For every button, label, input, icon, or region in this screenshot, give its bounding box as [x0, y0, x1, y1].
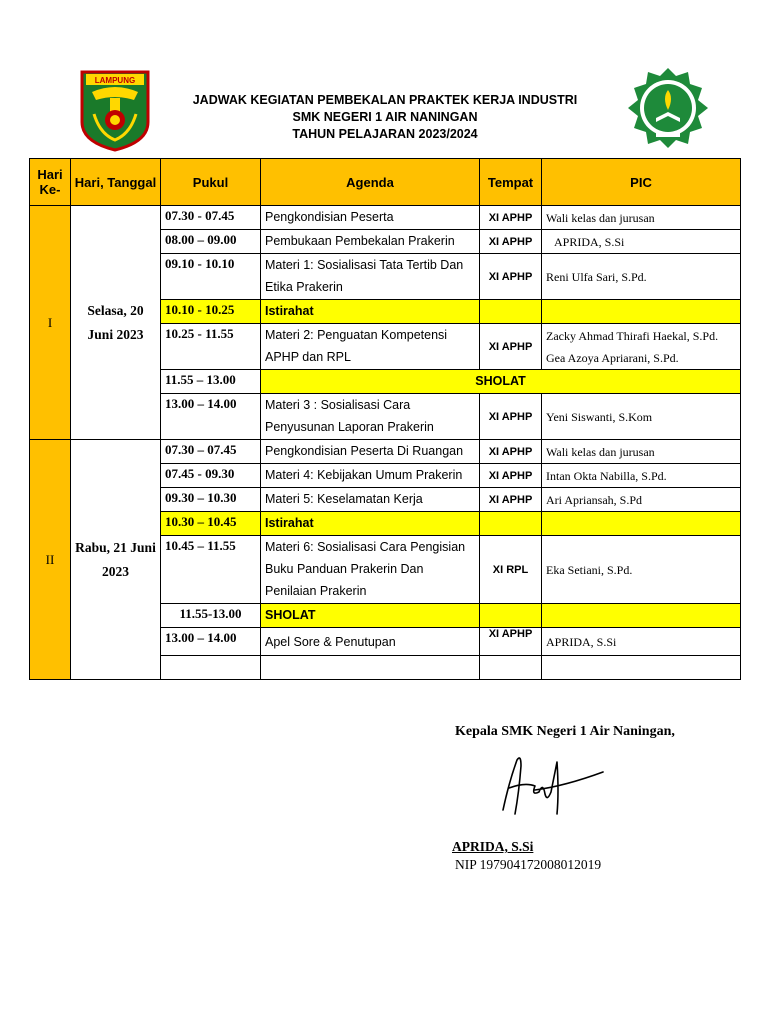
pic-cell: Yeni Siswanti, S.Kom	[542, 394, 741, 440]
day-number: II	[30, 440, 71, 680]
place-cell: XI APHP	[480, 230, 542, 254]
signer-nip: NIP 197904172008012019	[455, 857, 602, 872]
title-line-3: TAHUN PELAJARAN 2023/2024	[292, 127, 478, 141]
time-cell: 13.00 – 14.00	[161, 394, 261, 440]
time-cell: 09.30 – 10.30	[161, 488, 261, 512]
time-cell: 13.00 – 14.00	[161, 628, 261, 656]
agenda-cell: Materi 2: Penguatan Kompetensi APHP dan RPL	[261, 324, 480, 370]
day-date: Rabu, 21 Juni 2023	[71, 440, 161, 680]
time-cell: 09.10 - 10.10	[161, 254, 261, 300]
place-cell: XI APHP	[480, 488, 542, 512]
agenda-cell: Pembukaan Pembekalan Prakerin	[261, 230, 480, 254]
time-cell: 07.45 - 09.30	[161, 464, 261, 488]
col-header-time: Pukul	[161, 159, 261, 206]
place-cell: XI APHP	[480, 440, 542, 464]
time-cell	[161, 656, 261, 680]
time-cell: 11.55 – 13.00	[161, 370, 261, 394]
agenda-cell: Istirahat	[261, 512, 480, 536]
place-cell: XI APHP	[480, 464, 542, 488]
place-cell	[480, 300, 542, 324]
col-header-date: Hari, Tanggal	[71, 159, 161, 206]
pic-cell: APRIDA, S.Si	[542, 230, 741, 254]
time-cell: 10.10 - 10.25	[161, 300, 261, 324]
agenda-cell: Pengkondisian Peserta	[261, 206, 480, 230]
signer-title: Kepala SMK Negeri 1 Air Naningan,	[455, 724, 675, 739]
time-cell: 07.30 - 07.45	[161, 206, 261, 230]
title-line-2: SMK NEGERI 1 AIR NANINGAN	[292, 110, 478, 124]
handwritten-signature	[495, 752, 610, 822]
pic-cell: Reni Ulfa Sari, S.Pd.	[542, 254, 741, 300]
day-date: Selasa, 20 Juni 2023	[71, 206, 161, 440]
col-header-place: Tempat	[480, 159, 542, 206]
document-title	[150, 92, 620, 143]
pic-cell: Ari Apriansah, S.Pd	[542, 488, 741, 512]
agenda-cell: Istirahat	[261, 300, 480, 324]
place-cell: XI APHP	[480, 206, 542, 230]
place-cell	[480, 512, 542, 536]
time-cell: 11.55-13.00	[161, 604, 261, 628]
place-cell	[480, 604, 542, 628]
time-cell: 08.00 – 09.00	[161, 230, 261, 254]
place-cell	[480, 656, 542, 680]
col-header-agenda: Agenda	[261, 159, 480, 206]
time-cell: 10.25 - 11.55	[161, 324, 261, 370]
pic-cell: APRIDA, S.Si	[542, 628, 741, 656]
pic-cell: Wali kelas dan jurusan	[542, 206, 741, 230]
title-line-1: JADWAK KEGIATAN PEMBEKALAN PRAKTEK KERJA INDUSTRI	[192, 93, 578, 107]
pic-cell: Wali kelas dan jurusan	[542, 440, 741, 464]
col-header-day: Hari Ke-	[30, 159, 71, 206]
pic-cell: Zacky Ahmad Thirafi Haekal, S.Pd. Gea Azoya Apriarani, S.Pd.	[542, 324, 741, 370]
agenda-cell	[261, 656, 480, 680]
agenda-cell: Materi 3 : Sosialisasi Cara Penyusunan Laporan Prakerin	[261, 394, 480, 440]
table-row	[30, 440, 741, 464]
place-cell: XI APHP	[480, 254, 542, 300]
agenda-cell: Apel Sore & Penutupan	[261, 628, 480, 656]
place-cell: XI APHP	[480, 324, 542, 370]
schedule-table	[29, 158, 741, 680]
time-cell: 07.30 – 07.45	[161, 440, 261, 464]
agenda-cell: Materi 4: Kebijakan Umum Prakerin	[261, 464, 480, 488]
lampung-logo	[80, 70, 150, 152]
col-header-pic: PIC	[542, 159, 741, 206]
pic-cell	[542, 604, 741, 628]
header-row	[30, 159, 741, 206]
agenda-cell: SHOLAT	[261, 604, 480, 628]
table-row	[30, 206, 741, 230]
agenda-cell: Materi 6: Sosialisasi Cara Pengisian Buku Panduan Prakerin Dan Penilaian Prakerin	[261, 536, 480, 604]
day-number: I	[30, 206, 71, 440]
school-logo	[626, 66, 710, 150]
agenda-cell: Materi 5: Keselamatan Kerja	[261, 488, 480, 512]
place-cell: XI RPL	[480, 536, 542, 604]
pic-cell: Intan Okta Nabilla, S.Pd.	[542, 464, 741, 488]
sholat-merged-cell: SHOLAT	[261, 370, 741, 394]
agenda-cell: Pengkondisian Peserta Di Ruangan	[261, 440, 480, 464]
svg-text:LAMPUNG: LAMPUNG	[94, 76, 136, 85]
pic-cell	[542, 656, 741, 680]
place-cell: XI APHP	[480, 394, 542, 440]
pic-cell	[542, 300, 741, 324]
signer-name: APRIDA, S.Si	[452, 839, 534, 854]
pic-cell	[542, 512, 741, 536]
time-cell: 10.45 – 11.55	[161, 536, 261, 604]
pic-cell: Eka Setiani, S.Pd.	[542, 536, 741, 604]
place-cell: XI APHP	[480, 628, 542, 656]
agenda-cell: Materi 1: Sosialisasi Tata Tertib Dan Etika Prakerin	[261, 254, 480, 300]
time-cell: 10.30 – 10.45	[161, 512, 261, 536]
